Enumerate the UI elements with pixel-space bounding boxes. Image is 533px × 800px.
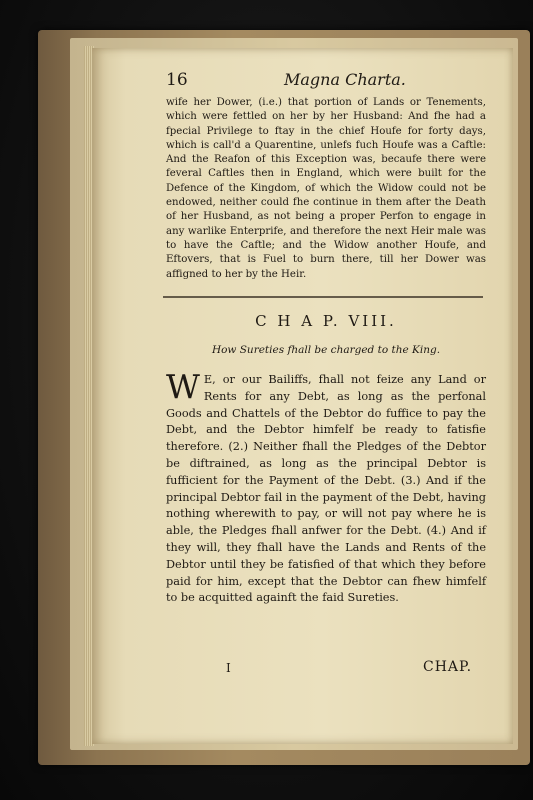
chapter-body — [166, 367, 486, 607]
section-divider — [163, 296, 483, 298]
paragraph-text: wife her Dower, (i.e.) that portion of Lands or Tenements, which were fettled on her by her Husband: And fhe had a fpecial Privilege to ftay in the chief Houfe for forty days, which is call'd a Quarentine, unlefs fuch Houfe was a Caftle: And the Reafon of this Exception was, becaufe there were feveral Caftles then in England, which were built for the Defence of the Kingdom, of which the Widow could not be endowed, neither could fhe continue in them after the Death of her Husband, as not being a proper Perfon to engage in any warlike Enterprife, and therefore the next Heir male was to have the Caftle; and the Widow another Houfe, and Eftovers, that is Fuel to burn there, till her Dower was affigned to her by the Heir. — [166, 97, 486, 280]
signature-mark: I — [226, 661, 231, 675]
page-number: 16 — [166, 70, 188, 90]
catchword: CHAP. — [423, 659, 473, 675]
continued-paragraph — [166, 96, 486, 282]
chapter-heading: C H A P. VIII. — [255, 312, 397, 330]
chapter-subtitle: How Sureties fhall be charged to the King. — [211, 344, 441, 356]
drop-cap: W — [166, 367, 200, 406]
chapter-body-text: E, or our Bailiffs, fhall not feize any Land or Rents for any Debt, as long as the perfonal Goods and Chattels of the Debtor do fuffice to pay the Debt, and the Debtor himfelf be ready to fatisfie therefore. (2.) Neither fhall the Pledges of the Debtor be diftrained, as long as the principal Debtor is fufficient for the Payment of the Debt. (3.) And if the principal Debtor fail in the payment of the Debt, having nothing wherewith to pay, or will not pay where he is able, the Pledges fhall anfwer for the Debt. (4.) And if they will, they fhall have the Lands and Rents of the Debtor until they be fatisfied of that which they before paid for him, except that the Debtor can fhew himfelf to be acquitted againft the faid Sureties. — [166, 373, 486, 605]
running-title: Magna Charta. — [284, 70, 406, 89]
